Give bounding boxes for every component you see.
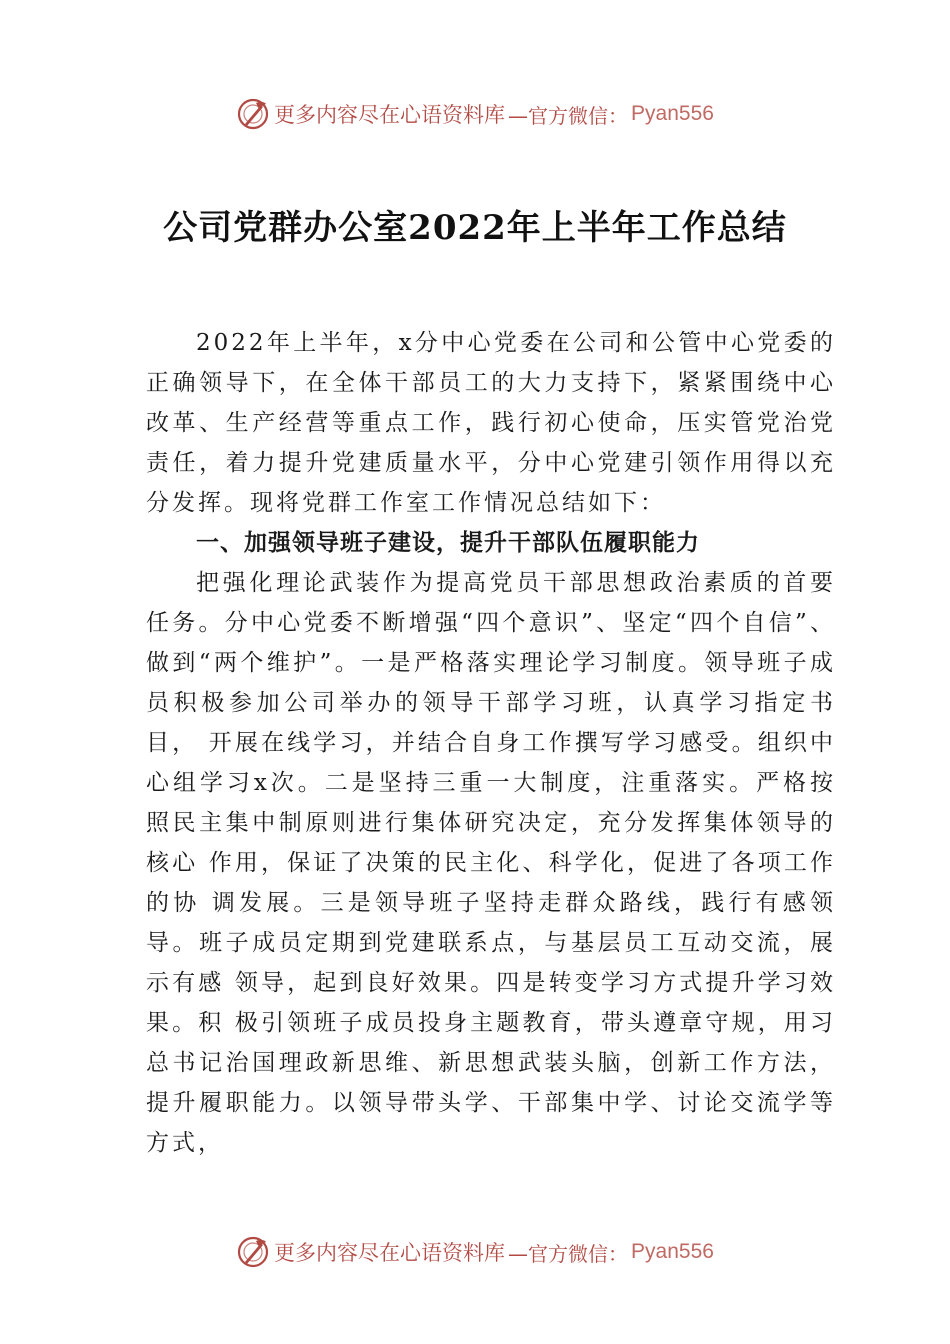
intro-paragraph: 2022年上半年，x分中心党委在公司和公管中心党委的正确领导下，在全体干部员工的大力支持下，紧紧围绕中心改革、生产经营等重点工作，践行初心使命，压实管党治党责任，着力提升党建质量水平，分中心党建引领作用得以充分发挥。现将党群工作室工作情况总结如下： — [146, 330, 836, 516]
watermark-banner-bottom — [0, 1232, 950, 1272]
watermark-text: 更多内容尽在心语资料库 — [274, 103, 506, 127]
section-paragraph: 把强化理论武装作为提高党员干部思想政治素质的首要任务。分中心党委不断增强“四个意识”、坚定“四个自信”、做到“两个维护”。一是严格落实理论学习制度。领导班子成员积极参加公司举办的领导干部学习班，认真学习指定书目， 开展在线学习，并结合自身工作撰写学习感受。组织中心组学习x次。二是坚持三重一大制度，注重落实。严格按照民主集中制原则进行集体研究决定，充分发挥集体领导的核心 作用，保证了决策的民主化、科学化，促进了各项工作的协 调发展。三是领导班子坚持走群众路线，践行有感领导。班子成员定期到党建联系点，与基层员工互动交流，展示有感 领导，起到良好效果。四是转变学习方式提升学习效果。积 极引领班子成员投身主题教育，带头遵章守规，用习总书记治国理政新思维、新思想武装头脑，创新工作方法，提升履职能力。以领导带头学、干部集中学、讨论交流学等方式， — [146, 570, 836, 1156]
watermark-separator: —官方微信： — [508, 1241, 629, 1266]
watermark-banner-top — [0, 94, 950, 134]
document-title: 公司党群办公室2022年上半年工作总结 — [163, 208, 787, 248]
watermark-wechat-id: Pyan556 — [631, 1240, 714, 1263]
section-heading: 一、加强领导班子建设，提升干部队伍履职能力 — [196, 530, 700, 556]
watermark-separator: —官方微信： — [508, 103, 629, 128]
quill-pen-seal-icon — [236, 1235, 270, 1269]
quill-pen-seal-icon — [236, 97, 270, 131]
watermark-wechat-id: Pyan556 — [631, 102, 714, 125]
watermark-text: 更多内容尽在心语资料库 — [274, 1241, 506, 1265]
document-body — [146, 323, 836, 1163]
